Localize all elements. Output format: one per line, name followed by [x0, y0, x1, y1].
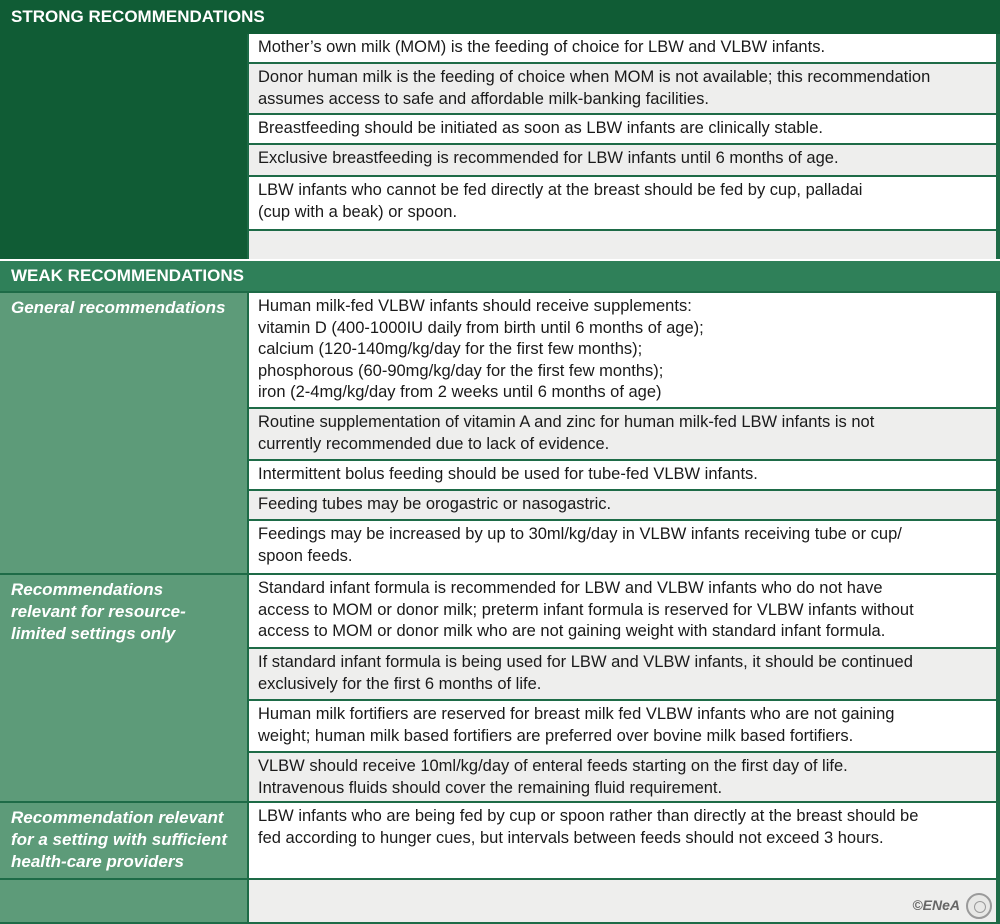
sufficient-providers-recommendations-list [249, 803, 996, 878]
enea-seal-icon [966, 893, 992, 919]
weak-recommendation-item: Feeding tubes may be orogastric or nasogastric. [249, 491, 996, 519]
strong-recommendation-item: Donor human milk is the feeding of choice when MOM is not available; this recommendation assumes access to safe and affordable milk-banking facilities. [249, 64, 996, 113]
strong-recommendation-item: Exclusive breastfeeding is recommended for LBW infants until 6 months of age. [249, 145, 996, 175]
weak-recommendation-item: VLBW should receive 10ml/kg/day of enteral feeds starting on the first day of life. Intravenous fluids should cover the remaining fluid requirement. [249, 753, 996, 801]
weak-recommendation-item: Human milk fortifiers are reserved for breast milk fed VLBW infants who are not gaining weight; human milk based fortifiers are preferred over bovine milk based fortifiers. [249, 701, 996, 751]
group-label-general: General recommendations [0, 293, 247, 573]
general-recommendations-list [249, 293, 996, 573]
strong-recommendations-header: STRONG RECOMMENDATIONS [0, 0, 1000, 34]
weak-recommendation-item: If standard infant formula is being used for LBW and VLBW infants, it should be continued exclusively for the first 6 months of life. [249, 649, 996, 699]
strong-recommendations-list [249, 34, 996, 259]
footer-cell [249, 880, 996, 922]
copyright-notice: ©ENeA [912, 896, 960, 913]
group-label-resource-limited: Recommendations relevant for resource- limited settings only [0, 575, 247, 801]
weak-recommendation-item: Human milk-fed VLBW infants should receive supplements: vitamin D (400-1000IU daily from birth until 6 months of age); calcium (120-140mg/kg/day for the first few months); phosphorous (60-90mg/kg/day for the first few months); iron (2-4mg/kg/day from 2 weeks until 6 months of age) [249, 293, 996, 407]
footer-left-cell [0, 880, 247, 922]
strong-recommendations-left-column [0, 34, 247, 259]
resource-limited-recommendations-list [249, 575, 996, 801]
strong-recommendation-item: LBW infants who cannot be fed directly at the breast should be fed by cup, palladai (cup with a beak) or spoon. [249, 177, 996, 229]
strong-recommendation-item: Mother’s own milk (MOM) is the feeding of choice for LBW and VLBW infants. [249, 34, 996, 62]
weak-recommendation-item: Standard infant formula is recommended for LBW and VLBW infants who do not have access to MOM or donor milk; preterm infant formula is reserved for VLBW infants without access to MOM or donor milk who are not gaining weight with standard infant formula. [249, 575, 996, 647]
strong-recommendation-item: Breastfeeding should be initiated as soon as LBW infants are clinically stable. [249, 115, 996, 143]
weak-recommendations-header: WEAK RECOMMENDATIONS [0, 259, 1000, 291]
weak-recommendation-item: LBW infants who are being fed by cup or spoon rather than directly at the breast should be fed according to hunger cues, but intervals between feeds should not exceed 3 hours. [249, 803, 996, 878]
weak-recommendation-item: Feedings may be increased by up to 30ml/kg/day in VLBW infants receiving tube or cup/ spoon feeds. [249, 521, 996, 573]
footer-row [249, 880, 996, 922]
weak-recommendation-item: Routine supplementation of vitamin A and zinc for human milk-fed LBW infants is not currently recommended due to lack of evidence. [249, 409, 996, 459]
group-label-sufficient-providers: Recommendation relevant for a setting with sufficient health-care providers [0, 803, 247, 878]
weak-recommendation-item: Intermittent bolus feeding should be used for tube-fed VLBW infants. [249, 461, 996, 489]
strong-recommendation-empty-row [249, 231, 996, 259]
